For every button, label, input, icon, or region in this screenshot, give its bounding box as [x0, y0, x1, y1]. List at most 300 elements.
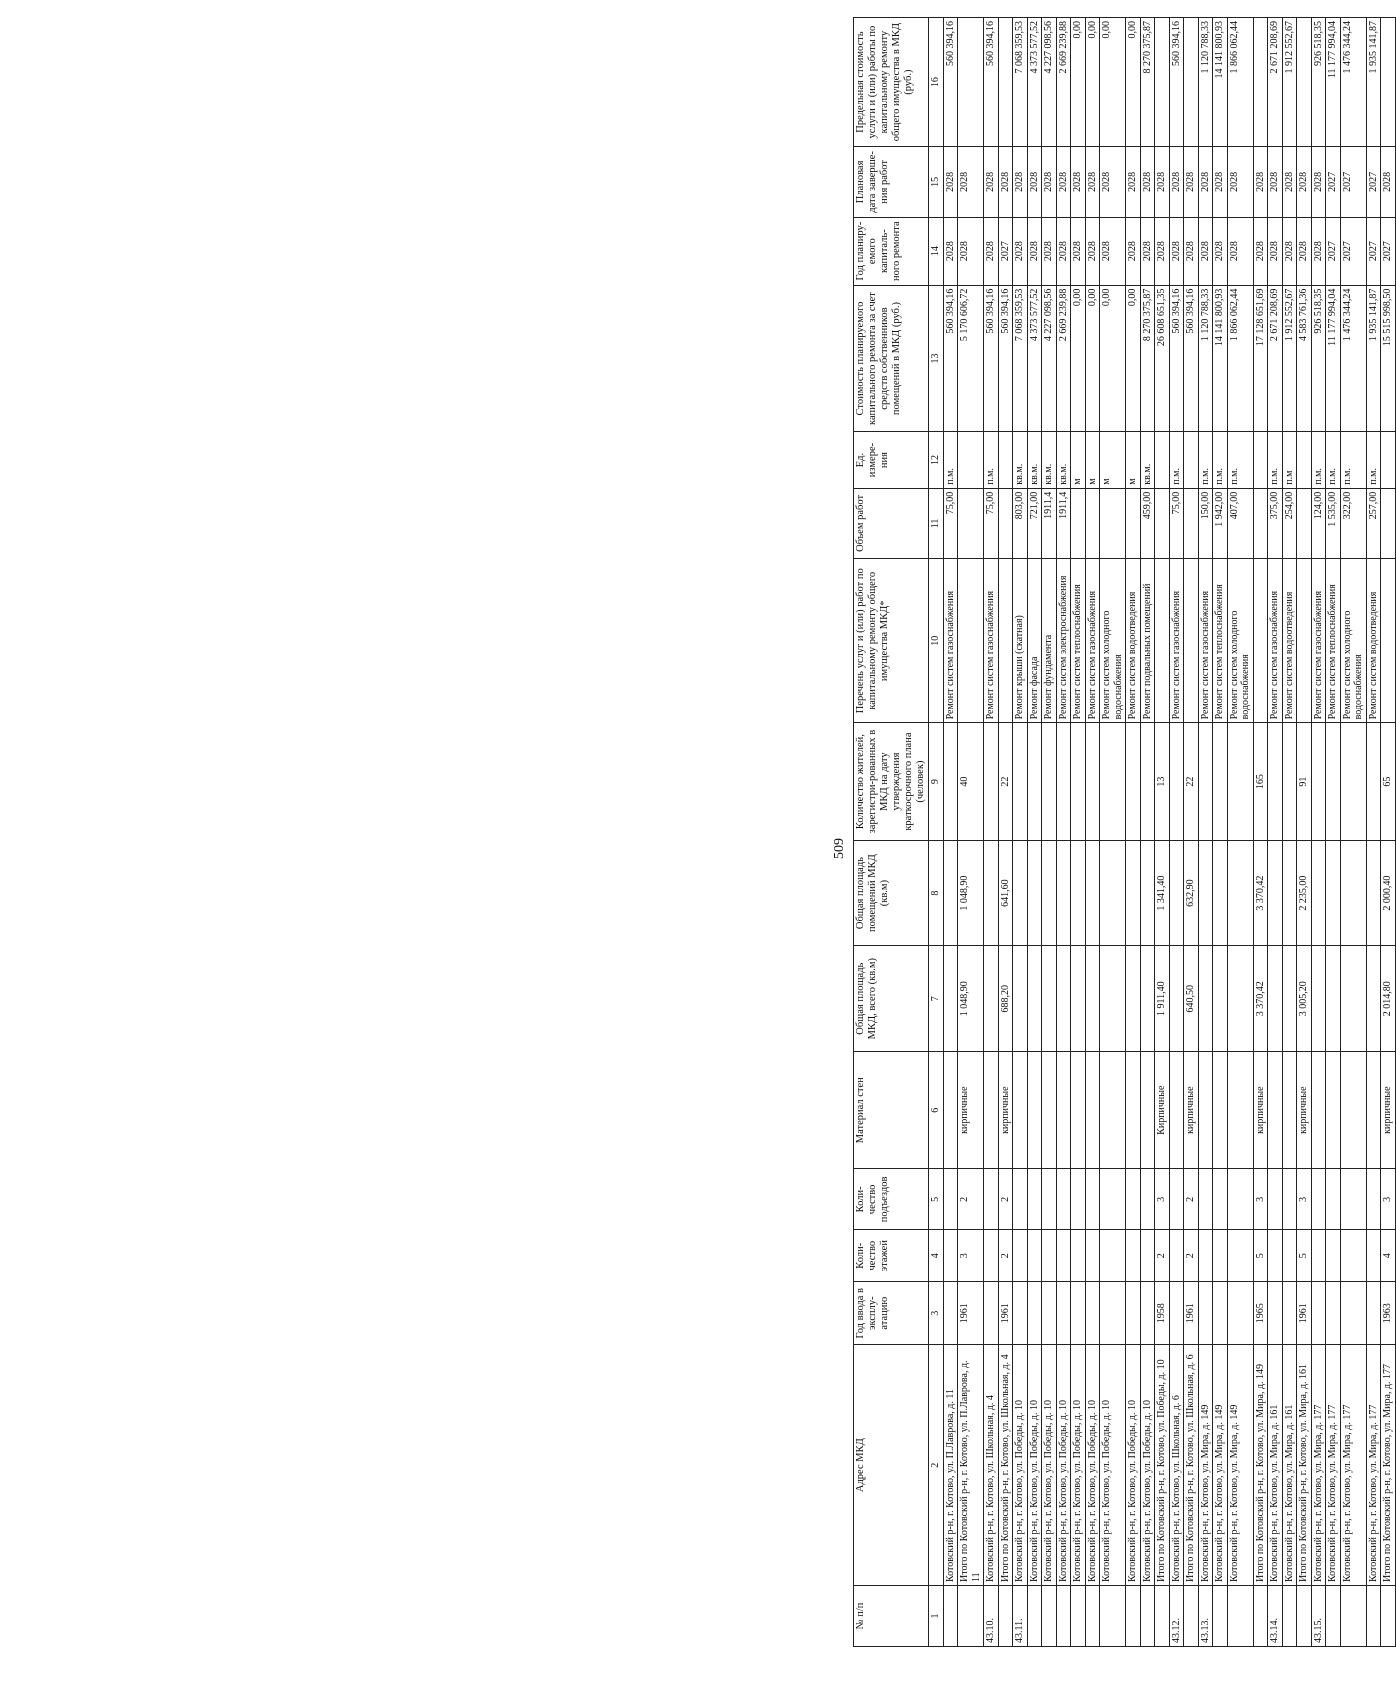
table-cell	[1085, 1052, 1100, 1169]
table-cell	[998, 432, 1013, 488]
table-cell: 2	[1184, 1169, 1199, 1230]
column-number: 16	[929, 18, 944, 147]
table-cell	[1126, 488, 1141, 558]
table-cell: 2028	[1042, 217, 1057, 285]
table-cell	[1268, 840, 1283, 946]
table-row	[1282, 18, 1297, 1647]
table-row	[1198, 18, 1213, 1647]
table-cell: 1965	[1253, 1282, 1268, 1345]
table-cell	[1140, 946, 1155, 1052]
table-cell: 2028	[1311, 217, 1326, 285]
table-cell: п.м.	[943, 432, 958, 488]
table-cell: Ремонт подвальных помещений	[1140, 559, 1155, 723]
table-cell: 4	[1381, 1230, 1396, 1282]
table-cell	[1140, 1052, 1155, 1169]
table-cell	[1027, 1282, 1042, 1345]
table-cell	[1227, 1585, 1253, 1646]
table-cell: Ремонт фундамента	[1042, 559, 1057, 723]
table-cell	[1013, 1282, 1028, 1345]
table-row	[1213, 18, 1228, 1647]
table-cell: 257,00	[1366, 488, 1381, 558]
table-cell	[1326, 946, 1341, 1052]
table-cell: Котовский р-н, г. Котово, ул. Мира, д. 177	[1366, 1345, 1381, 1586]
table-cell	[1184, 488, 1199, 558]
table-cell	[1085, 1585, 1100, 1646]
table-cell	[1381, 1585, 1396, 1646]
table-cell: 2027	[1366, 217, 1381, 285]
table-cell: 15 515 998,50	[1381, 285, 1396, 432]
table-cell	[1100, 1230, 1126, 1282]
table-cell	[1184, 1585, 1199, 1646]
table-cell: 2028	[1381, 147, 1396, 217]
table-cell	[1366, 1169, 1381, 1230]
table-cell	[1027, 840, 1042, 946]
table-cell: 1958	[1155, 1282, 1170, 1345]
table-cell: 560 394,16	[943, 18, 958, 147]
table-cell	[984, 840, 999, 946]
table-cell: 4 373 577,52	[1027, 285, 1042, 432]
table-row	[1100, 18, 1126, 1647]
table-cell	[1085, 488, 1100, 558]
table-cell	[1169, 1052, 1184, 1169]
table-cell: кв.м.	[1013, 432, 1028, 488]
table-cell	[1227, 1052, 1253, 1169]
table-cell: 4 227 098,56	[1042, 18, 1057, 147]
table-cell	[1326, 1230, 1341, 1282]
column-number: 11	[929, 488, 944, 558]
table-cell: Ремонт систем водоотведения	[1366, 559, 1381, 723]
table-cell	[1213, 1052, 1228, 1169]
table-cell: 2028	[1027, 217, 1042, 285]
table-row	[1071, 18, 1086, 1647]
table-cell: 43.10.	[984, 1585, 999, 1646]
table-cell	[1184, 18, 1199, 147]
table-cell: 375,00	[1268, 488, 1283, 558]
table-cell: 2028	[1140, 147, 1155, 217]
table-cell: 2028	[1013, 147, 1028, 217]
table-cell	[1366, 840, 1381, 946]
table-cell	[1326, 1052, 1341, 1169]
table-row	[1140, 18, 1155, 1647]
table-cell: 43.14.	[1268, 1585, 1283, 1646]
table-cell: 2028	[1155, 147, 1170, 217]
table-cell: 688,20	[998, 946, 1013, 1052]
table-row	[1381, 18, 1396, 1647]
table-cell	[1100, 723, 1126, 840]
table-cell: 2028	[1013, 217, 1028, 285]
table-cell	[1140, 1169, 1155, 1230]
table-cell	[1071, 1169, 1086, 1230]
table-cell	[1042, 1169, 1057, 1230]
table-cell	[943, 723, 958, 840]
table-cell: 2028	[1085, 147, 1100, 217]
table-cell	[1213, 1169, 1228, 1230]
table-cell	[1297, 559, 1312, 723]
table-cell	[1213, 840, 1228, 946]
table-cell: 560 394,16	[998, 285, 1013, 432]
table-cell: Ремонт систем электроснабжения	[1056, 559, 1071, 723]
table-cell: Итого по Котовский р-н, г. Котово, ул. Школьная, д. 4	[998, 1345, 1013, 1586]
table-cell: 1961	[1184, 1282, 1199, 1345]
table-cell	[1198, 1052, 1213, 1169]
column-header: Материал стен	[854, 1052, 929, 1169]
table-cell: м	[1126, 432, 1141, 488]
column-header: Предельная стоимость услуги и (или) работы по капитальному ремонту общего имущества в МКД (руб.)	[854, 18, 929, 147]
table-cell	[1311, 723, 1326, 840]
table-cell	[1311, 1282, 1326, 1345]
table-cell: 14 141 800,93	[1213, 18, 1228, 147]
table-cell	[1227, 840, 1253, 946]
table-cell	[1282, 840, 1297, 946]
table-cell	[1085, 946, 1100, 1052]
table-cell: п.м.	[1311, 432, 1326, 488]
table-cell: Котовский р-н, г. Котово, ул. Мира, д. 149	[1198, 1345, 1213, 1586]
table-cell: 124,00	[1311, 488, 1326, 558]
table-cell: 26 608 651,35	[1155, 285, 1170, 432]
table-cell: Ремонт систем холодного водоснабжения	[1340, 559, 1366, 723]
table-cell	[1126, 840, 1141, 946]
table-cell	[1071, 723, 1086, 840]
table-row	[1268, 18, 1283, 1647]
table-cell: 2028	[1071, 147, 1086, 217]
table-cell: 1963	[1381, 1282, 1396, 1345]
table-cell: Котовский р-н, г. Котово, ул. Победы, д. 10	[1027, 1345, 1042, 1586]
table-cell	[1071, 946, 1086, 1052]
table-cell: Котовский р-н, г. Котово, ул. Мира, д. 161	[1268, 1345, 1283, 1586]
table-cell: 13	[1155, 723, 1170, 840]
table-cell	[1027, 1585, 1042, 1646]
table-cell	[1013, 1052, 1028, 1169]
table-cell	[1282, 1585, 1297, 1646]
table-cell	[1056, 723, 1071, 840]
column-number: 15	[929, 147, 944, 217]
table-cell	[958, 559, 984, 723]
table-cell: 150,00	[1198, 488, 1213, 558]
table-cell: Ремонт систем газоснабжения	[984, 559, 999, 723]
table-cell: 2	[1184, 1230, 1199, 1282]
table-cell: 2028	[1282, 217, 1297, 285]
table-cell	[1340, 1230, 1366, 1282]
table-cell: 2028	[958, 217, 984, 285]
table-row	[1311, 18, 1326, 1647]
table-cell: 322,00	[1340, 488, 1366, 558]
column-header: Коли-чество этажей	[854, 1230, 929, 1282]
table-cell	[1169, 1282, 1184, 1345]
table-cell	[1326, 840, 1341, 946]
table-cell	[1297, 1585, 1312, 1646]
table-row	[1366, 18, 1381, 1647]
table-cell	[1071, 488, 1086, 558]
table-cell	[1198, 1282, 1213, 1345]
table-cell	[1366, 723, 1381, 840]
table-cell	[1366, 1585, 1381, 1646]
table-cell	[1155, 432, 1170, 488]
table-cell: 11 177 994,04	[1326, 285, 1341, 432]
table-cell: 2028	[1184, 217, 1199, 285]
table-cell: 3 370,42	[1253, 946, 1268, 1052]
table-cell: 3	[1297, 1169, 1312, 1230]
table-cell	[943, 840, 958, 946]
table-cell: Ремонт систем газоснабжения	[1085, 559, 1100, 723]
table-cell: Котовский р-н, г. Котово, ул. Мира, д. 177	[1326, 1345, 1341, 1586]
table-cell	[1311, 840, 1326, 946]
table-cell: кв.м.	[1056, 432, 1071, 488]
table-cell	[1213, 1230, 1228, 1282]
table-cell: п.м.	[1326, 432, 1341, 488]
table-cell: 2027	[1366, 147, 1381, 217]
column-number: 12	[929, 432, 944, 488]
table-cell	[1013, 840, 1028, 946]
table-cell	[1126, 1052, 1141, 1169]
table-cell	[1013, 1169, 1028, 1230]
table-cell	[1155, 18, 1170, 147]
column-number: 2	[929, 1345, 944, 1586]
table-cell: 560 394,16	[984, 285, 999, 432]
table-cell	[1282, 946, 1297, 1052]
table-cell	[1366, 1282, 1381, 1345]
table-cell: Итого по Котовский р-н, г. Котово, ул. Школьная, д. 6	[1184, 1345, 1199, 1586]
table-cell: м	[1085, 432, 1100, 488]
table-cell: 91	[1297, 723, 1312, 840]
table-cell: Котовский р-н, г. Котово, ул. Победы, д. 10	[1056, 1345, 1071, 1586]
table-cell: 3	[1381, 1169, 1396, 1230]
table-cell: 1 476 344,24	[1340, 285, 1366, 432]
column-number: 10	[929, 559, 944, 723]
table-cell	[1042, 1230, 1057, 1282]
table-cell: 1 341,40	[1155, 840, 1170, 946]
table-cell: 2028	[984, 147, 999, 217]
table-cell	[1085, 840, 1100, 946]
table-cell	[1085, 1230, 1100, 1282]
table-cell	[1253, 1585, 1268, 1646]
table-cell: 2	[1155, 1230, 1170, 1282]
table-cell: 407,00	[1227, 488, 1253, 558]
table-cell	[984, 1230, 999, 1282]
table-cell: 75,00	[984, 488, 999, 558]
table-cell	[1042, 840, 1057, 946]
table-cell	[1282, 1169, 1297, 1230]
table-cell: 22	[1184, 723, 1199, 840]
table-cell: 43.12.	[1169, 1585, 1184, 1646]
table-cell	[1140, 1282, 1155, 1345]
table-cell	[943, 946, 958, 1052]
table-cell: 2028	[1169, 217, 1184, 285]
table-cell: 1 476 344,24	[1340, 18, 1366, 147]
table-cell: 2 000,40	[1381, 840, 1396, 946]
table-cell: 1 120 788,33	[1198, 18, 1213, 147]
page-number: 509	[832, 838, 847, 859]
table-cell	[1227, 946, 1253, 1052]
table-cell	[1042, 723, 1057, 840]
table-cell: 43.13.	[1198, 1585, 1213, 1646]
column-header: Коли-чество подъездов	[854, 1169, 929, 1230]
table-cell: 17 128 651,69	[1253, 285, 1268, 432]
table-cell	[1100, 1585, 1126, 1646]
table-cell: кирпичные	[1297, 1052, 1312, 1169]
table-cell: Котовский р-н, г. Котово, ул. Мира, д. 177	[1311, 1345, 1326, 1586]
table-cell: Котовский р-н, г. Котово, ул. Победы, д. 10	[1071, 1345, 1086, 1586]
table-cell: 5	[1297, 1230, 1312, 1282]
table-cell	[958, 18, 984, 147]
table-cell: Ремонт систем газоснабжения	[1268, 559, 1283, 723]
table-cell: кирпичные	[1381, 1052, 1396, 1169]
table-cell: 2028	[1227, 217, 1253, 285]
table-cell	[1155, 559, 1170, 723]
table-cell: 14 141 800,93	[1213, 285, 1228, 432]
table-cell	[1326, 723, 1341, 840]
table-cell	[1042, 946, 1057, 1052]
table-cell: 43.11.	[1013, 1585, 1028, 1646]
table-cell	[1311, 1230, 1326, 1282]
table-cell: 721,00	[1027, 488, 1042, 558]
table-cell: Котовский р-н, г. Котово, ул. Мира, д. 149	[1213, 1345, 1228, 1586]
table-cell: 2028	[1027, 147, 1042, 217]
table-cell: 2028	[1056, 217, 1071, 285]
column-header: Плановая дата заверше-ния работ	[854, 147, 929, 217]
table-cell: кв.м.	[1027, 432, 1042, 488]
table-cell: кирпичные	[958, 1052, 984, 1169]
table-cell	[1071, 1585, 1086, 1646]
table-cell	[958, 1585, 984, 1646]
table-cell	[1140, 840, 1155, 946]
table-cell	[1227, 723, 1253, 840]
table-cell: 2028	[1282, 147, 1297, 217]
table-cell: 560 394,16	[1169, 18, 1184, 147]
table-row	[1340, 18, 1366, 1647]
table-cell: 2028	[1100, 147, 1126, 217]
table-cell: 43.15.	[1311, 1585, 1326, 1646]
table-cell	[1326, 1282, 1341, 1345]
column-number: 13	[929, 285, 944, 432]
table-cell	[1071, 1052, 1086, 1169]
table-cell: Ремонт систем газоснабжения	[1169, 559, 1184, 723]
table-cell: 2028	[1297, 147, 1312, 217]
table-cell: 640,50	[1184, 946, 1199, 1052]
table-cell: 2028	[1213, 217, 1228, 285]
table-cell	[1213, 723, 1228, 840]
table-cell: Ремонт систем водоотведения	[1282, 559, 1297, 723]
table-cell	[1013, 723, 1028, 840]
table-cell: Итого по Котовский р-н, г. Котово, ул. П.Лаврова, д. 11	[958, 1345, 984, 1586]
table-cell: 560 394,16	[1184, 285, 1199, 432]
table-cell	[1140, 723, 1155, 840]
table-cell: 926 518,35	[1311, 18, 1326, 147]
table-cell: 2028	[1126, 217, 1141, 285]
table-cell	[1198, 1230, 1213, 1282]
table-row	[1227, 18, 1253, 1647]
table-cell: 1911,4	[1056, 488, 1071, 558]
table-cell: 0,00	[1085, 18, 1100, 147]
column-number: 14	[929, 217, 944, 285]
table-cell: 1 048,90	[958, 946, 984, 1052]
table-cell: 1 866 062,44	[1227, 285, 1253, 432]
table-cell: 1 911,40	[1155, 946, 1170, 1052]
table-cell	[1340, 1169, 1366, 1230]
table-cell	[958, 488, 984, 558]
table-cell: Котовский р-н, г. Котово, ул. Победы, д. 10	[1100, 1345, 1126, 1586]
table-cell: 1 866 062,44	[1227, 18, 1253, 147]
table-cell: 0,00	[1085, 285, 1100, 432]
table-cell	[1213, 1585, 1228, 1646]
table-cell: Ремонт систем холодного водоснабжения	[1100, 559, 1126, 723]
table-cell: 2028	[1140, 217, 1155, 285]
table-cell: Котовский р-н, г. Котово, ул. Школьная, д. 6	[1169, 1345, 1184, 1586]
table-cell: Котовский р-н, г. Котово, ул. Мира, д. 149	[1227, 1345, 1253, 1586]
table-cell	[1056, 1282, 1071, 1345]
table-cell: 0,00	[1100, 18, 1126, 147]
table-cell: кв.м.	[1140, 432, 1155, 488]
table-cell: п.м.	[1268, 432, 1283, 488]
table-cell	[984, 946, 999, 1052]
table-cell: 0,00	[1071, 18, 1086, 147]
table-row	[1056, 18, 1071, 1647]
table-cell: 2027	[1340, 217, 1366, 285]
table-cell: кирпичные	[1184, 1052, 1199, 1169]
column-header: Ед. измере-ния	[854, 432, 929, 488]
column-header: Год планиру-емого капиталь-ного ремонта	[854, 217, 929, 285]
table-cell: 2028	[1198, 147, 1213, 217]
table-cell	[1340, 1052, 1366, 1169]
table-cell: 2028	[998, 147, 1013, 217]
column-number-row	[929, 18, 944, 1647]
table-cell: Котовский р-н, г. Котово, ул. Победы, д. 10	[1042, 1345, 1057, 1586]
table-row	[943, 18, 958, 1647]
table-cell: 1 535,00	[1326, 488, 1341, 558]
column-number: 1	[929, 1585, 944, 1646]
table-cell	[1268, 723, 1283, 840]
column-header: Объем работ	[854, 488, 929, 558]
column-header: Стоимость планируемого капитального ремонта за счет средств собственников помещений в МКД (руб.)	[854, 285, 929, 432]
table-cell	[984, 1052, 999, 1169]
column-number: 7	[929, 946, 944, 1052]
table-cell: 2 671 208,69	[1268, 18, 1283, 147]
table-cell	[1140, 1230, 1155, 1282]
table-cell	[1297, 18, 1312, 147]
table-cell: п.м.	[984, 432, 999, 488]
table-cell	[943, 1169, 958, 1230]
table-cell: 2 669 239,88	[1056, 18, 1071, 147]
table-cell: Ремонт систем газоснабжения	[1198, 559, 1213, 723]
table-cell: Котовский р-н, г. Котово, ул. Мира, д. 161	[1282, 1345, 1297, 1586]
table-cell: 2028	[1268, 217, 1283, 285]
table-cell: 2028	[1297, 217, 1312, 285]
table-cell: 254,00	[1282, 488, 1297, 558]
table-cell	[1056, 1169, 1071, 1230]
table-cell: п.м.	[1198, 432, 1213, 488]
table-cell	[1042, 1282, 1057, 1345]
table-cell	[1126, 1585, 1141, 1646]
table-cell	[1155, 488, 1170, 558]
table-cell	[943, 1282, 958, 1345]
table-cell	[943, 1230, 958, 1282]
table-cell: 2	[958, 1169, 984, 1230]
table-cell: 1 912 552,67	[1282, 285, 1297, 432]
table-cell: Итого по Котовский р-н, г. Котово, ул. Мира, д. 161	[1297, 1345, 1312, 1586]
table-cell: кв.м.	[1042, 432, 1057, 488]
table-cell: 2028	[1198, 217, 1213, 285]
table-cell: 1 935 141,87	[1366, 18, 1381, 147]
table-cell	[1198, 723, 1213, 840]
table-cell: 22	[998, 723, 1013, 840]
table-cell	[1326, 1169, 1341, 1230]
column-header: Количество жителей, зарегистри-рованных в МКД на дату утверждения краткосрочного плана (человек)	[854, 723, 929, 840]
table-cell: 1911,4	[1042, 488, 1057, 558]
table-cell	[1126, 946, 1141, 1052]
table-cell	[1340, 1282, 1366, 1345]
table-cell	[998, 18, 1013, 147]
table-cell: кирпичные	[1253, 1052, 1268, 1169]
table-cell: Итого по Котовский р-н, г. Котово, ул. Победы, д. 10	[1155, 1345, 1170, 1586]
